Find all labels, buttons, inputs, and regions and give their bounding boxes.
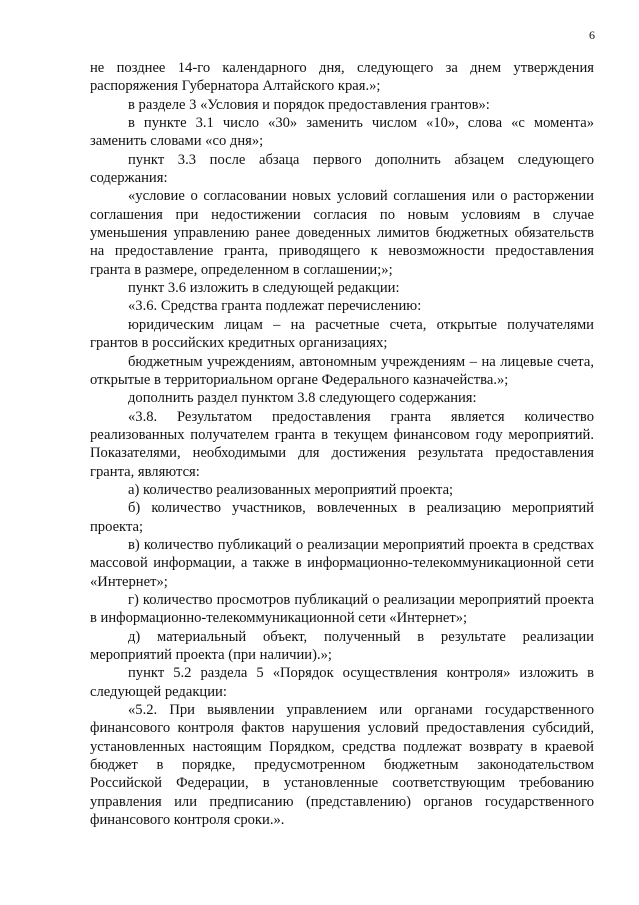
paragraph: г) количество просмотров публикаций о реализации мероприятий проекта в информационно-телекоммуникационной сети «Интернет»;: [90, 591, 594, 627]
paragraph: юридическим лицам – на расчетные счета, открытые получателями грантов в российских кредитных организациях;: [90, 316, 594, 352]
paragraph: в разделе 3 «Условия и порядок предоставления грантов»:: [128, 96, 490, 113]
paragraph: д) материальный объект, полученный в результате реализации мероприятий проекта (при наличии).»;: [90, 628, 594, 663]
paragraph: пункт 5.2 раздела 5 «Порядок осуществления контроля» изложить в следующей редакции:: [90, 665, 594, 700]
paragraph: в) количество публикаций о реализации мероприятий проекта в средствах массовой информации, а также в информационно-телекоммуникационной сети «Интернет»;: [90, 536, 594, 590]
paragraph: бюджетным учреждениям, автономным учреждениям – на лицевые счета, открытые в территориальном органе Федерального казначейства.»;: [90, 353, 594, 388]
paragraph: а) количество реализованных мероприятий проекта;: [128, 481, 454, 498]
paragraph: в пункте 3.1 число «30» заменить числом «10», слова «с момента» заменить словами «со дня»;: [90, 115, 594, 150]
paragraph: б) количество участников, вовлеченных в реализацию мероприятий проекта;: [90, 500, 594, 535]
paragraph: «5.2. При выявлении управлением или органами государственного финансового контроля фактов нарушения условий предоставления субсидий, установленных настоящим Порядком, средства подлежат возврату в краевой бюджет в порядке, предусмотренном бюджетным законодательством Российской Федерации, в установленные соответствующим требованию управления или предписанию (представлению) органов государственного финансового контроля сроки.».: [90, 702, 594, 829]
paragraph: не позднее 14-го календарного дня, следующего за днем утверждения распоряжения Губернатора Алтайского края.»;: [90, 60, 594, 95]
page-number: 6: [589, 28, 595, 42]
paragraph: пункт 3.3 после абзаца первого дополнить абзацем следующего содержания:: [90, 151, 594, 187]
paragraph: дополнить раздел пунктом 3.8 следующего содержания:: [128, 390, 477, 407]
paragraph: пункт 3.6 изложить в следующей редакции:: [128, 280, 400, 297]
paragraph: «условие о согласовании новых условий соглашения или о расторжении соглашения при недостижении согласия по новым условиям в случае уменьшения управлению ранее доведенных лимитов бюджетных обязательств на предоставление гранта, приводящего к невозможности предоставления гранта в размере, определенном в соглашении;»;: [90, 188, 594, 278]
paragraph: «3.8. Результатом предоставления гранта является количество реализованных получателем гранта в текущем финансовом году мероприятий. Показателями, необходимыми для достижения результата предоставления гранта, являются:: [90, 408, 594, 480]
paragraph: «3.6. Средства гранта подлежат перечислению:: [128, 298, 422, 315]
document-body: [90, 59, 594, 829]
